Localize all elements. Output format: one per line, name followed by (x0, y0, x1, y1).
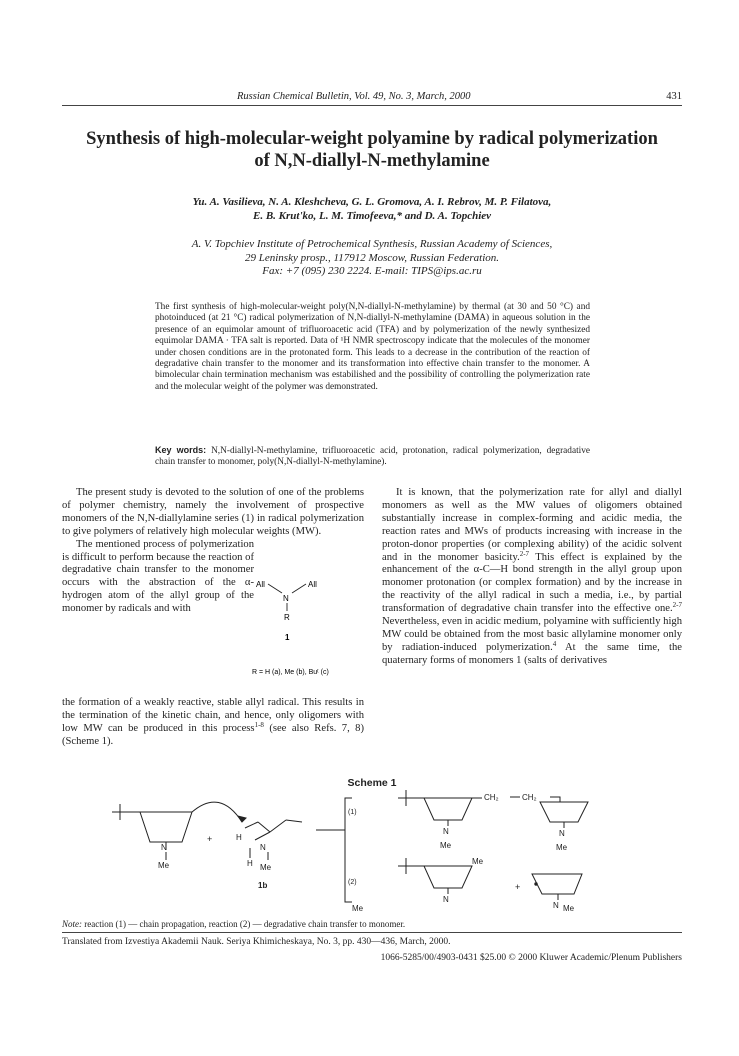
structure-all-left: All (256, 580, 265, 589)
body-column-right (382, 487, 682, 668)
scheme-plus-1: + (207, 834, 213, 844)
scheme-label-1: (1) (348, 809, 357, 816)
note-text: reaction (1) — chain propagation, reaction (2) — degradative chain transfer to monomer. (84, 919, 406, 929)
scheme-me-bottom-right: Me (563, 904, 575, 913)
col2-text-c: Nevertheless, even in acidic medium, polyamine with sufficiently high MW could be obtained from the most basic allylamine monomer only by radiation-induced polymerization. (382, 616, 682, 653)
structure-1-drawing (252, 573, 370, 685)
affiliation-line-2: 29 Leninsky prosp., 117912 Moscow, Russian Federation. (245, 251, 499, 264)
scheme-product2-me-top: Me (472, 857, 484, 866)
scheme-ch2-b: CH₂ (522, 793, 537, 802)
header-rule (62, 105, 682, 106)
scheme-product-transfer (398, 857, 582, 910)
scheme-monomer-h-top: H (236, 833, 242, 842)
scheme-product1-n: N (443, 827, 449, 836)
authors-line-1: Yu. A. Vasilieva, N. A. Kleshcheva, G. L. Gromova, A. I. Rebrov, M. P. Filatova, (192, 196, 552, 208)
scheme-plus-2: + (515, 882, 521, 892)
scheme-product2b-n: N (553, 901, 559, 910)
abstract: The first synthesis of high-molecular-weight poly(N,N-diallyl-N-methylamine) by thermal (at 30 and 50 °C) and photoinduced (at 21 °C) radical polymerization of N,N-diallyl-N-methylamine (DAMA) in aqueous solution in the presence of an equimolar amount of trifluoroacetic acid (TFA) and by polymerization of the newly synthesized equimolar DAMA · TFA salt is reported. Data of ¹H NMR spectroscopy indicate that the molecules of the monomer under chosen conditions are in the protonated form. This leads to a decrease in the contribution of the reaction of degradative chain transfer to the monomer and its transformation into effective chain transfer to the monomer. A bimolecular chain termination mechanism was estabilished and the possibility of controlling the polymerization rate and the molecular weight of the polymer was demonstrated. (155, 302, 590, 392)
issn-line: 1066-5285/00/4903-0431 $25.00 © 2000 Kluwer Academic/Plenum Publishers (380, 953, 682, 963)
scheme-title: Scheme 1 (347, 777, 397, 789)
affiliation-line-3: Fax: +7 (095) 230 2224. E-mail: TIPS@ips.ac.ru (262, 265, 482, 277)
footer-rule (62, 932, 682, 933)
col2-text-d: At the same time, the quaternary forms of monomers 1 (salts of derivatives (382, 641, 682, 666)
scheme-monomer-n: N (260, 843, 266, 852)
paragraph-continued-end: (see also Refs. 7, 8) (Scheme 1). (62, 722, 365, 747)
page-number: 431 (666, 91, 682, 102)
scheme-monomer-1b (236, 820, 302, 890)
col2-text-a: It is known, that the polymerization rate for allyl and diallyl monomers as well as the MW values of oligomers obtained substantially increase in complex-forming and acidic media, the reaction rates and MWs of products increasing with increase in the proton-donor properties (or complexing ability) of the acidic solvent and in the monomer basicity. (382, 487, 682, 563)
paragraph-continued-text: the formation of a weakly reactive, stable allyl radical. This results in the termination of the kinetic chain, and hence, only oligomers with low MW can be produced in this process (62, 697, 364, 734)
structure-nitrogen: N (283, 594, 289, 603)
scheme-compound-label: 1b (258, 881, 268, 890)
scheme-1-drawing (90, 790, 690, 915)
ref-2-7-b: 2-7 (672, 601, 682, 610)
keywords-text: N,N-diallyl-N-methylamine, trifluoroacetic acid, protonation, radical polymerization, degradative chain transfer to monomer, poly(N,N-diallyl-N-methylamine). (155, 446, 591, 468)
scheme-reactant-radical (112, 802, 246, 870)
structure-all-right: All (308, 580, 317, 589)
scheme-product1b-n: N (559, 829, 565, 838)
scheme-monomer-me: Me (260, 863, 272, 872)
scheme-reactant-me: Me (158, 861, 170, 870)
author-list (70, 195, 674, 223)
scheme-me-bottom-left: Me (352, 904, 364, 913)
translation-note: Translated from Izvestiya Akademii Nauk. Seriya Khimicheskaya, No. 3, pp. 430—436, March, 2000. (62, 937, 451, 947)
paragraph-known (382, 487, 682, 668)
journal-citation: Russian Chemical Bulletin, Vol. 49, No. 3, March, 2000 (237, 91, 471, 102)
structure-r-group: R (284, 613, 290, 622)
keywords-label: Key words: (155, 445, 207, 455)
scheme-monomer-h: H (247, 859, 253, 868)
structure-1 (252, 573, 370, 685)
scheme-1 (90, 790, 690, 955)
scheme-product1-me: Me (440, 841, 452, 850)
note-label: Note: (62, 919, 82, 929)
title-line-2: of N,N-diallyl-N-methylamine (254, 151, 490, 171)
paragraph-intro: The present study is devoted to the solution of one of the problems of polymer chemistry, namely the involvement of prospective monomers of the N,N-diallylamine series (1) in radical polymerization to give polymers of relatively high molecular weights (MW). (62, 487, 364, 537)
affiliation (70, 238, 674, 279)
scheme-ch2-a: CH₂ (484, 793, 499, 802)
ref-2-7-a: 2-7 (519, 549, 530, 558)
structure-caption: R = H (a), Me (b), Buᵗ (c) (252, 669, 329, 676)
affiliation-line-1: A. V. Topchiev Institute of Petrochemical Synthesis, Russian Academy of Sciences, (191, 238, 553, 250)
scheme-product2-n: N (443, 895, 449, 904)
scheme-label-2: (2) (348, 879, 357, 886)
paragraph-narrow: The mentioned process of polymerization is difficult to perform because the reaction of degradative chain transfer to the monomer occurs with the abstraction of the α-hydrogen atom of the allyl group of the monomer by radicals and with (62, 538, 254, 615)
authors-line-2: E. B. Krut'ko, L. M. Timofeeva,* and D. A. Topchiev (252, 210, 492, 222)
scheme-product-propagation (398, 790, 588, 852)
scheme-product1b-me: Me (556, 843, 568, 852)
structure-number: 1 (285, 633, 290, 642)
col2-text-b: This effect is explained by the enhancement of the α-C—H bond strength in the allyl group upon monomer protonation (or complex formation) and by the increase in the reactivity of the allyl radical in such a media, i.e., by partial transformation of degradative chain transfer into the effective one. (382, 551, 682, 615)
keywords (155, 445, 590, 469)
title-line-1: Synthesis of high-molecular-weight polyamine by radical polymerization (86, 129, 658, 149)
ref-1-8: 1-8 (254, 720, 264, 729)
paragraph-continued (62, 697, 364, 749)
scheme-note (62, 919, 682, 930)
ref-4: 4 (552, 639, 557, 648)
scheme-reactant-n: N (161, 843, 167, 852)
article-title (62, 128, 682, 172)
